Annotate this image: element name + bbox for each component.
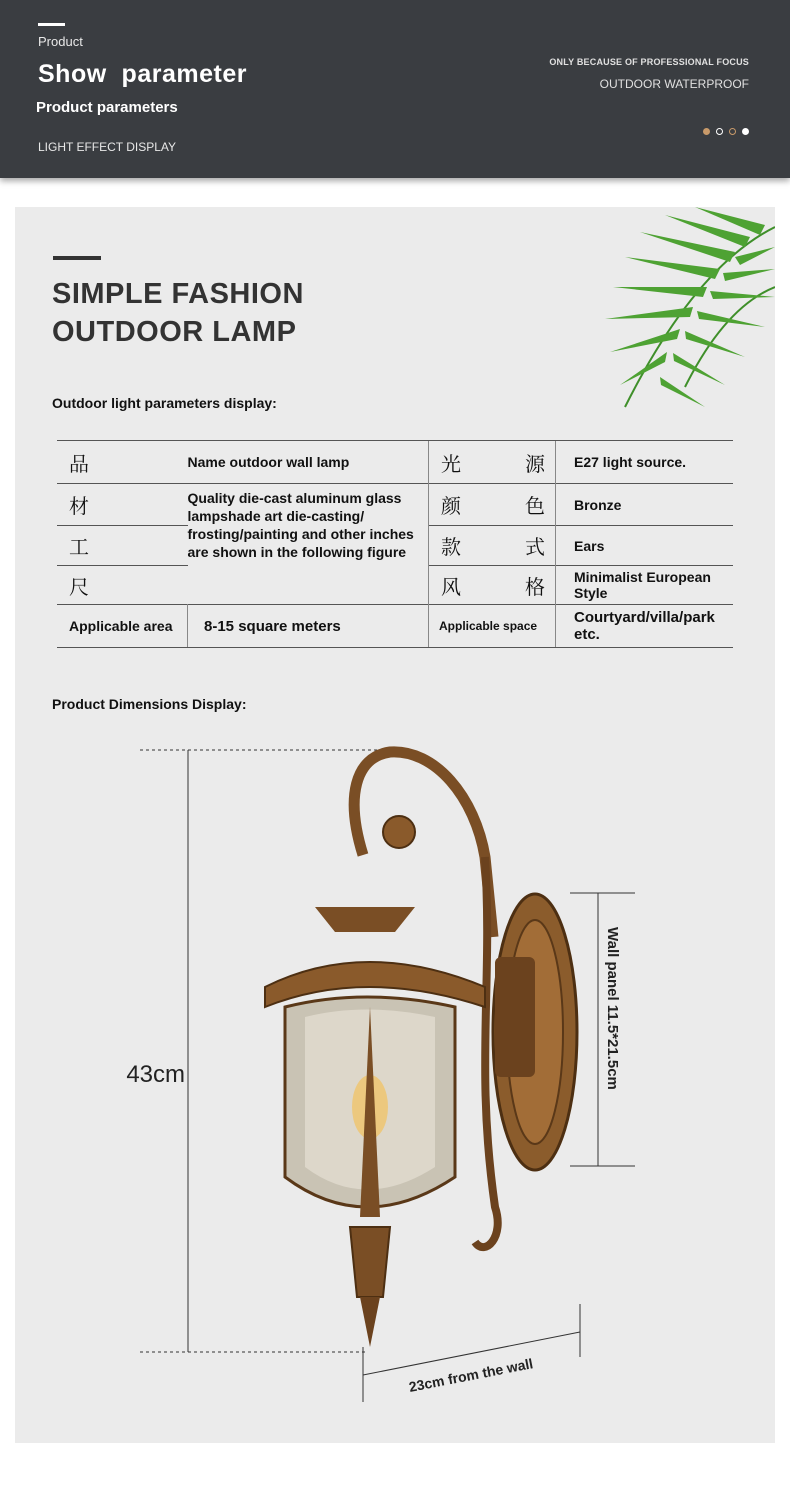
product-headline bbox=[52, 275, 304, 351]
param-key-char: 风 bbox=[441, 576, 461, 599]
param-value: E27 light source. bbox=[556, 441, 734, 484]
product-panel bbox=[15, 207, 775, 1443]
param-key-char: 款 bbox=[441, 537, 461, 559]
param-key: 品 bbox=[57, 441, 188, 484]
param-key: Applicable space bbox=[429, 605, 556, 648]
table-row bbox=[57, 441, 733, 484]
param-key-char: 光 bbox=[441, 453, 461, 476]
param-value: Ears bbox=[556, 526, 734, 566]
param-key: 材 bbox=[57, 484, 188, 526]
header-tagline: ONLY BECAUSE OF PROFESSIONAL FOCUS bbox=[549, 57, 749, 67]
carousel-dot[interactable] bbox=[742, 128, 749, 135]
param-value: Name outdoor wall lamp bbox=[188, 441, 429, 484]
header-banner bbox=[0, 0, 790, 178]
table-row bbox=[57, 484, 733, 526]
param-key: Applicable area bbox=[57, 605, 188, 648]
param-key bbox=[429, 484, 556, 526]
param-value-merged bbox=[188, 484, 429, 605]
param-key-char: 式 bbox=[525, 537, 545, 559]
header-eyebrow: Product bbox=[38, 34, 83, 49]
depth-label: 23cm from the wall bbox=[407, 1355, 535, 1395]
param-key: 工 bbox=[57, 526, 188, 566]
lamp-dimension-figure bbox=[15, 737, 775, 1437]
header-subtitle: Product parameters bbox=[36, 99, 178, 116]
headline-line-1: SIMPLE FASHION bbox=[52, 278, 304, 310]
param-key bbox=[429, 566, 556, 605]
carousel-dots bbox=[703, 128, 749, 135]
param-value: Courtyard/villa/park etc. bbox=[556, 605, 734, 648]
dimensions-title: Product Dimensions Display: bbox=[52, 696, 247, 712]
carousel-dot[interactable] bbox=[729, 128, 736, 135]
height-label: 43cm bbox=[126, 1061, 185, 1088]
header-caption: LIGHT EFFECT DISPLAY bbox=[38, 140, 177, 154]
param-key-char: 颜 bbox=[441, 496, 461, 518]
param-value: Bronze bbox=[556, 484, 734, 526]
param-value: Quality die-cast aluminum glass lampshade art die-casting/ bbox=[187, 490, 402, 524]
header-right-subtitle: OUTDOOR WATERPROOF bbox=[599, 77, 749, 91]
wall-panel-label: Wall panel 11.5*21.5cm bbox=[604, 927, 621, 1090]
carousel-dot[interactable] bbox=[703, 128, 710, 135]
headline-line-2: OUTDOOR LAMP bbox=[52, 316, 297, 348]
param-key bbox=[429, 441, 556, 484]
param-key bbox=[429, 526, 556, 566]
param-key-char: 色 bbox=[525, 496, 545, 518]
param-value: Minimalist European Style bbox=[556, 566, 734, 605]
param-key-char: 格 bbox=[525, 576, 545, 599]
parameters-table bbox=[57, 440, 733, 648]
carousel-dot[interactable] bbox=[716, 128, 723, 135]
headline-accent-bar bbox=[53, 256, 101, 260]
param-value: frosting/painting and other inches are shown in the following figure bbox=[187, 526, 414, 560]
wall-lamp-icon bbox=[265, 752, 577, 1347]
header-accent-bar bbox=[38, 23, 65, 26]
table-row bbox=[57, 605, 733, 648]
params-title: Outdoor light parameters display: bbox=[52, 395, 277, 411]
palm-leaf-decoration bbox=[585, 207, 775, 417]
header-title: Show parameter bbox=[38, 60, 247, 88]
param-key: 尺 bbox=[57, 566, 188, 605]
param-key-char: 源 bbox=[525, 453, 545, 476]
param-value: 8-15 square meters bbox=[188, 605, 429, 648]
